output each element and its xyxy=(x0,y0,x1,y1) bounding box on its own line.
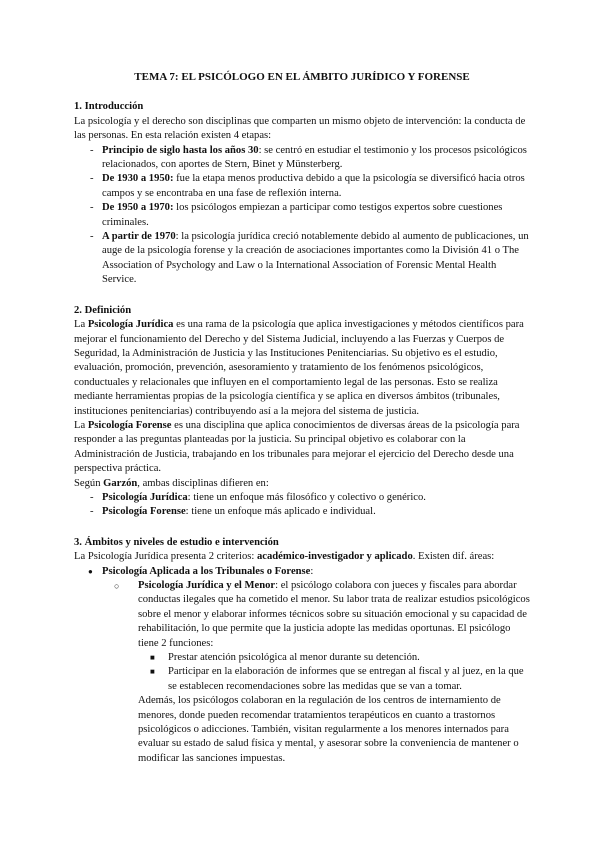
section-areas xyxy=(74,536,530,767)
document-title: TEMA 7: EL PSICÓLOGO EN EL ÁMBITO JURÍDICO Y FORENSE xyxy=(134,71,470,83)
list-item: - De 1950 a 1970: los psicólogos empiezan a participar como testigos expertos sobre cuestiones criminales. xyxy=(74,201,530,230)
stages-list xyxy=(74,144,530,288)
paragraph: La Psicología Forense es una disciplina que aplica conocimientos de diversas áreas de la psicología para responder a las preguntas planteadas por la justicia. Su principal objetivo es colaborar con la Administración de Justicia, trabajando en los tribunales para mejorar el ejercicio del Derecho desde una perspectiva práctica. xyxy=(74,419,520,475)
sub-list xyxy=(102,579,530,766)
paragraph: La Psicología Jurídica es una rama de la psicología que aplica investigaciones y métodos científicos para mejorar el funcionamiento del Derecho y del Sistema Judicial, incluyendo a las Fuerzas y Cuerpos de Seguridad, la Administración de Justicia y las Instituciones Penitenciarias. Su objetivo es el estudio, evaluación, promoción, prevención, asesoramiento y tratamiento de los fenómenos psicológicos, conductuales y relacionales que influyen en el comportamiento legal de las personas. Esto se realiza mediante herramientas propias de la psicología científica y se aplica en diversos ámbitos (tribunales, instituciones penitenciarias) contribuyendo así a la mejora del sistema de justicia. xyxy=(74,319,524,417)
paragraph: Según Garzón, ambas disciplinas difieren en: xyxy=(74,477,269,489)
list-item: ■ Participar en la elaboración de informes que se entregan al fiscal y al juez, en la que se establecen recomendaciones sobre las medidas que se van a tomar. xyxy=(138,665,530,694)
list-item: - Psicología Jurídica: tiene un enfoque más filosófico y colectivo o genérico. xyxy=(74,491,530,505)
document-page xyxy=(74,70,530,766)
list-item: ● Psicología Aplicada a los Tribunales o Forense: ○ Psicología Jurídica y el Menor: el psicólogo colabora con jueces y fiscales para abordar conductas ilegales que ha cometido el menor. Su labor trata de realizar estudios psicológicos sobre el menor y elaborar informes técnicos sobre su situación emocional y su capacidad de rehabilitación, lo que permite que la justicia adopte las medidas oportunas. El psicólogo tiene 2 funciones: ■ Prestar atención psicológica al menor durante su detención. ■ Participar en la elaboración de informes que se entregan al fiscal y al juez, en la que se establecen recomendaciones sobre las medidas que se van a tomar. Además, los psicólogos colaboran en la regulación de los centros de internamiento de menores, donde pueden recomendar tratamientos terapéuticos en cuanto a trastornos psicológicos o adicciones. También, visitan regularmente a los menores internados para evaluar su estado de salud física y mental, y asesorar sobre la conveniencia de mantener o modificar las sanciones impuestas. xyxy=(74,565,530,767)
section-heading: 1. Introducción xyxy=(74,101,144,113)
section-heading: 2. Definición xyxy=(74,304,132,316)
functions-list xyxy=(138,651,530,694)
list-item: - De 1930 a 1950: fue la etapa menos productiva debido a que la psicología se diversificó hacia otros campos y se encontraba en una fase de reflexión interna. xyxy=(74,172,530,201)
list-item: ■ Prestar atención psicológica al menor durante su detención. xyxy=(138,651,530,665)
differences-list xyxy=(74,491,530,520)
section-heading: 3. Ámbitos y niveles de estudio e intervención xyxy=(74,536,279,548)
paragraph: La Psicología Jurídica presenta 2 criterios: académico-investigador y aplicado. Existen dif. áreas: xyxy=(74,551,495,563)
list-item: - Psicología Forense: tiene un enfoque más aplicado e individual. xyxy=(74,505,530,519)
list-item: ○ Psicología Jurídica y el Menor: el psicólogo colabora con jueces y fiscales para abordar conductas ilegales que ha cometido el menor. Su labor trata de realizar estudios psicológicos sobre el menor y elaborar informes técnicos sobre su situación emocional y su capacidad de rehabilitación, lo que permite que la justicia adopte las medidas oportunas. El psicólogo tiene 2 funciones: ■ Prestar atención psicológica al menor durante su detención. ■ Participar en la elaboración de informes que se entregan al fiscal y al juez, en la que se establecen recomendaciones sobre las medidas que se van a tomar. Además, los psicólogos colaboran en la regulación de los centros de internamiento de menores, donde pueden recomendar tratamientos terapéuticos en cuanto a trastornos psicológicos o adicciones. También, visitan regularmente a los menores internados para evaluar su estado de salud física y mental, y asesorar sobre la conveniencia de mantener o modificar las sanciones impuestas. xyxy=(102,579,530,766)
paragraph: La psicología y el derecho son disciplinas que comparten un mismo objeto de intervención: la conducta de las personas. En esta relación existen 4 etapas: xyxy=(74,115,526,142)
list-item: - A partir de 1970: la psicología jurídica creció notablemente debido al aumento de publicaciones, un auge de la psicología forense y la creación de asociaciones importantes como la División 41 o The Association of Psychology and Law o la International Association of Forensic Mental Health Service. xyxy=(74,230,530,288)
areas-list xyxy=(74,565,530,767)
paragraph: Además, los psicólogos colaboran en la regulación de los centros de internamiento de menores, donde pueden recomendar tratamientos terapéuticos en cuanto a trastornos psicológicos o adicciones. También, visitan regularmente a los menores internados para evaluar su estado de salud física y mental, y asesorar sobre la conveniencia de mantener o modificar las sanciones impuestas. xyxy=(138,695,519,764)
section-introduction xyxy=(74,100,530,287)
list-item: - Principio de siglo hasta los años 30: se centró en estudiar el testimonio y los procesos psicológicos relacionados, con aportes de Stern, Binet y Münsterberg. xyxy=(74,144,530,173)
section-definition xyxy=(74,304,530,520)
